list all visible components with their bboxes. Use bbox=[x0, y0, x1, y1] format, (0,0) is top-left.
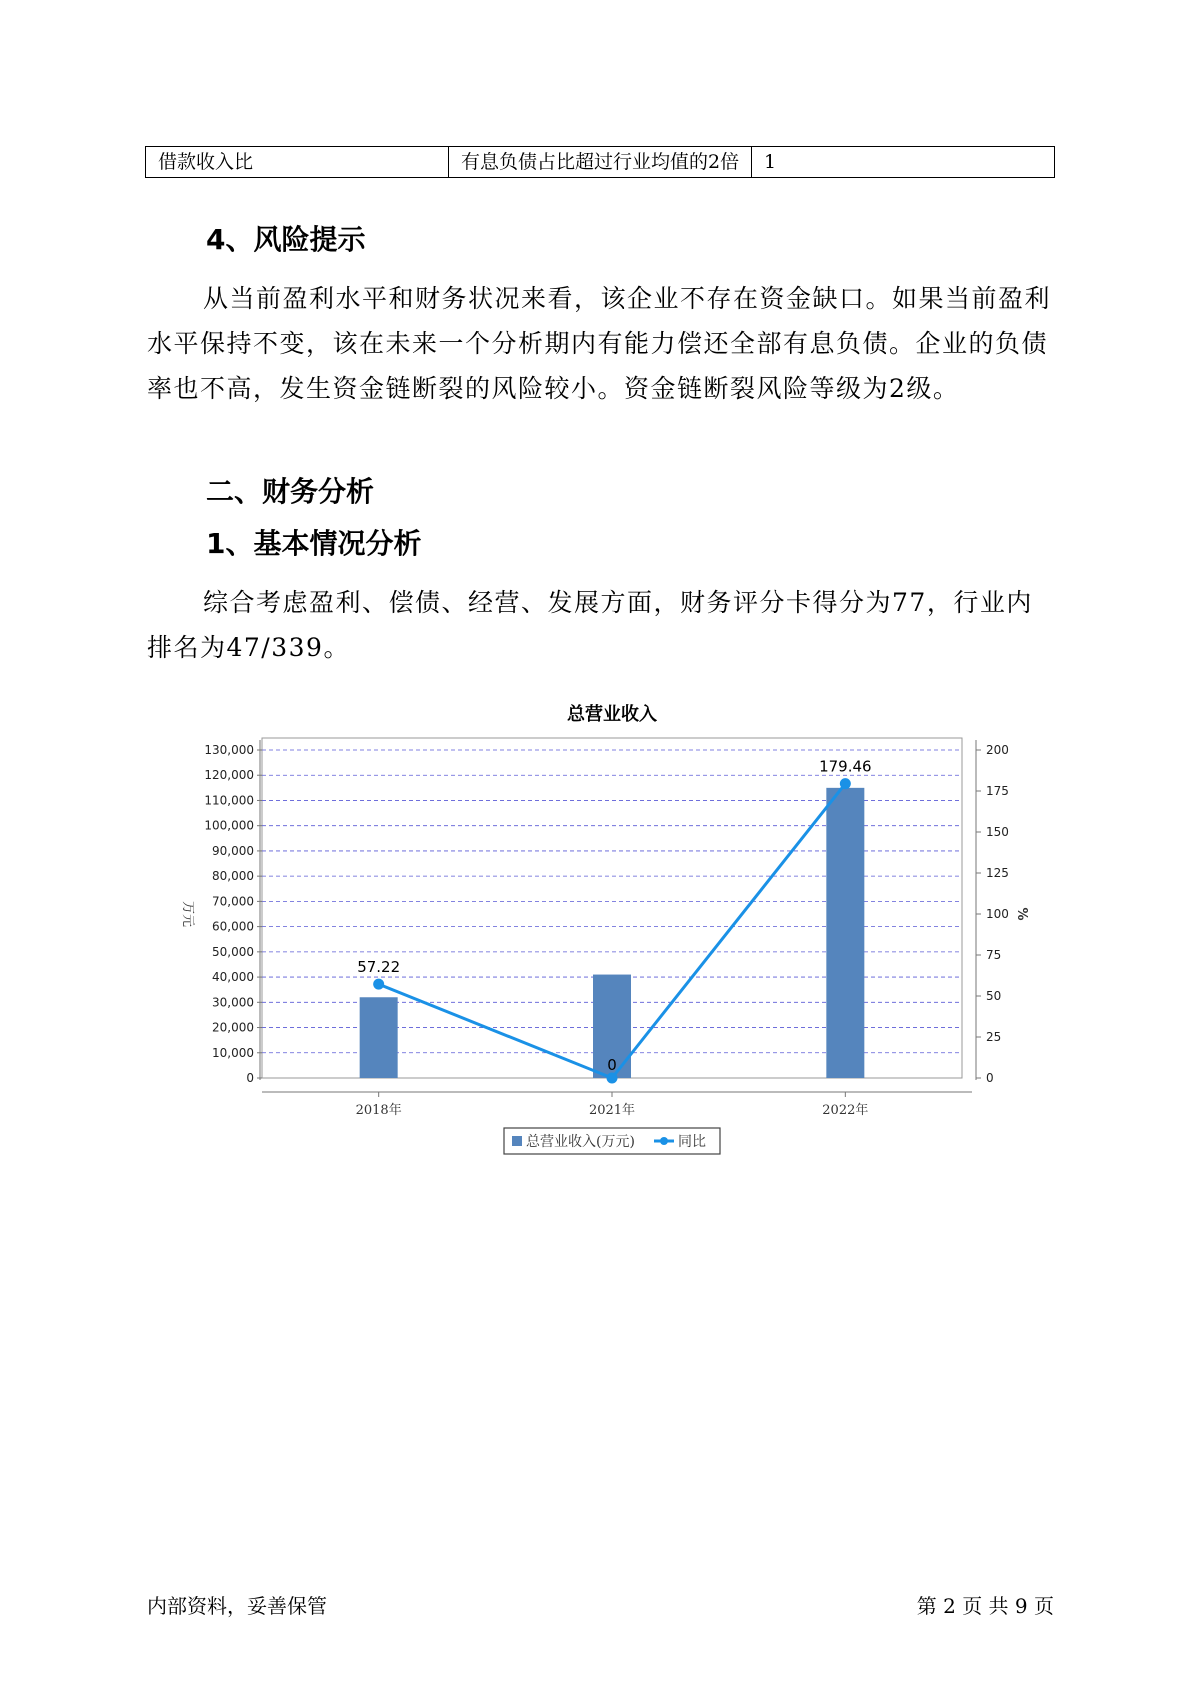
yoy-point-2 bbox=[607, 1073, 618, 1084]
y-tick-label: 40,000 bbox=[212, 970, 254, 985]
y2-tick-label: 125 bbox=[986, 866, 1009, 880]
y-tick-label: 130,000 bbox=[204, 743, 254, 757]
y-tick-label: 30,000 bbox=[212, 995, 254, 1010]
y2-tick-label: 200 bbox=[986, 743, 1009, 757]
table-cell-indicator: 借款收入比 bbox=[146, 147, 449, 177]
yoy-point-3 bbox=[840, 778, 851, 789]
y-tick-label: 60,000 bbox=[212, 919, 254, 934]
y-tick-label: 90,000 bbox=[212, 843, 254, 858]
y-tick-label: 0 bbox=[246, 1071, 254, 1085]
y2-tick-label: 0 bbox=[986, 1071, 994, 1085]
risk-paragraph: 从当前盈利水平和财务状况来看，该企业不存在资金缺口。如果当前盈利水平保持不变，该在未来一个分析期内有能力偿还全部有息负债。企业的负债率也不高，发生资金链断裂的风险较小。资金链断裂风险等级为2级。 bbox=[147, 284, 1052, 403]
y-tick-label: 80,000 bbox=[212, 869, 254, 884]
chart-title: 总营业收入 bbox=[567, 704, 657, 725]
y-tick-label: 20,000 bbox=[212, 1020, 254, 1035]
y2-tick-label: 50 bbox=[986, 989, 1002, 1003]
risk-heading: 4、风险提示 bbox=[206, 223, 366, 256]
indicator-table-row bbox=[145, 146, 1055, 178]
y-tick-label: 70,000 bbox=[212, 894, 254, 909]
x-tick-label: 2022年 bbox=[822, 1103, 869, 1118]
footer-confidential: 内部资料，妥善保管 bbox=[147, 1594, 327, 1618]
y2-tick-label: 175 bbox=[986, 784, 1009, 798]
legend-line-label: 同比 bbox=[678, 1134, 706, 1150]
x-tick-label: 2018年 bbox=[355, 1103, 402, 1118]
yoy-data-label: 0 bbox=[607, 1056, 617, 1074]
footer-page-number: 第 2 页 共 9 页 bbox=[916, 1594, 1054, 1618]
y2-tick-label: 25 bbox=[986, 1030, 1002, 1044]
y2-tick-label: 75 bbox=[986, 948, 1002, 962]
y-axis-label: 万元 bbox=[180, 900, 195, 928]
bar-3 bbox=[826, 788, 864, 1078]
y-tick-label: 10,000 bbox=[212, 1045, 254, 1060]
finance-heading: 二、财务分析 bbox=[206, 475, 375, 508]
table-cell-condition: 有息负债占比超过行业均值的2倍 bbox=[449, 147, 752, 177]
yoy-data-label: 57.22 bbox=[357, 958, 401, 977]
y-tick-label: 120,000 bbox=[204, 768, 254, 783]
basic-analysis-heading: 1、基本情况分析 bbox=[206, 527, 422, 560]
y-tick-label: 110,000 bbox=[204, 793, 254, 808]
y2-axis-label: % bbox=[1014, 907, 1029, 921]
y2-tick-label: 150 bbox=[986, 825, 1009, 839]
table-cell-value: 1 bbox=[764, 151, 777, 173]
yoy-point-1 bbox=[373, 979, 384, 990]
y-tick-label: 50,000 bbox=[212, 944, 254, 959]
basic-analysis-paragraph: 综合考虑盈利、偿债、经营、发展方面，财务评分卡得分为77，行业内排名为47/339。 bbox=[147, 588, 1033, 662]
legend-bar-swatch bbox=[512, 1136, 522, 1146]
revenue-chart bbox=[170, 690, 1030, 1160]
y-tick-label: 100,000 bbox=[204, 818, 254, 833]
x-tick-label: 2021年 bbox=[588, 1103, 636, 1118]
yoy-data-label: 179.46 bbox=[819, 757, 872, 776]
y2-tick-label: 100 bbox=[986, 907, 1009, 921]
bar-1 bbox=[360, 997, 398, 1078]
legend-line-marker bbox=[660, 1137, 668, 1145]
legend-bar-label: 总营业收入(万元) bbox=[526, 1134, 635, 1150]
